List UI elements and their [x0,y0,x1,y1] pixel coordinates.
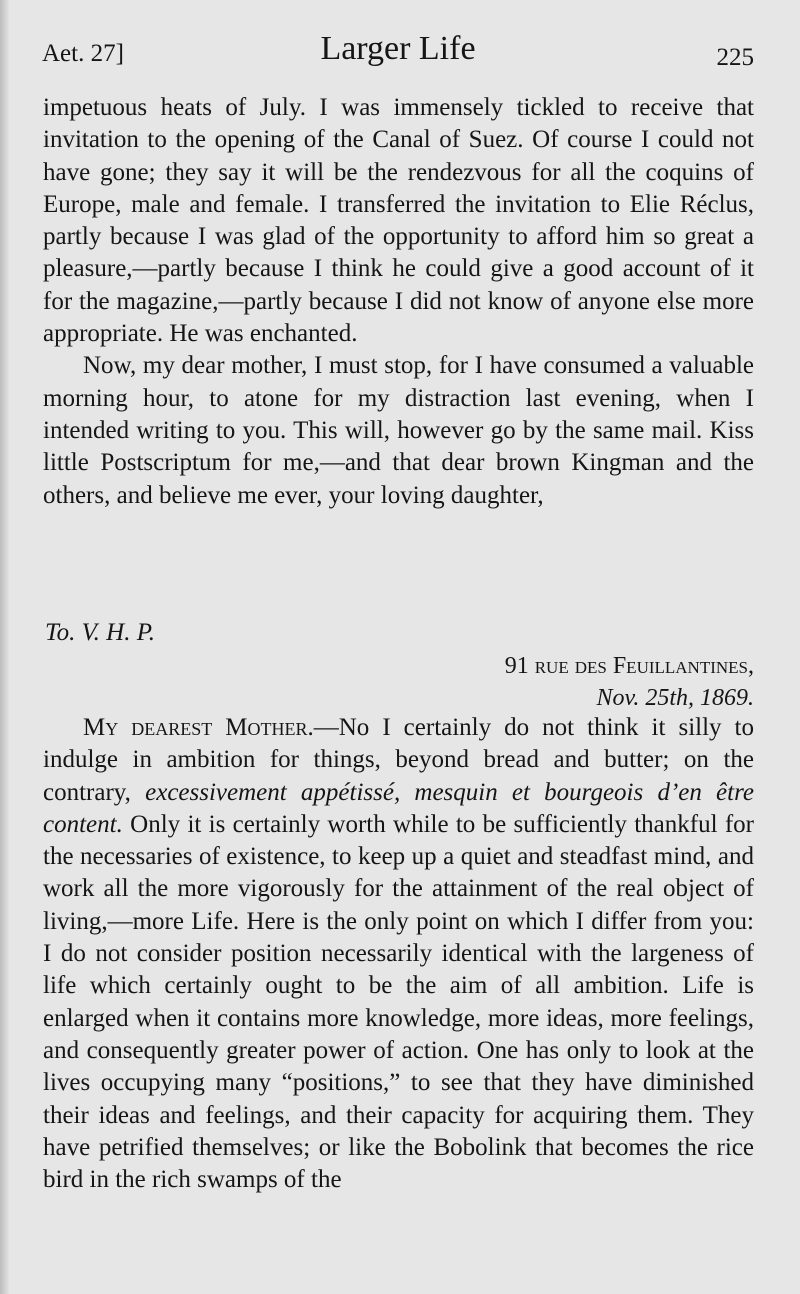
running-header [42,30,754,76]
body-text-rest: Only it is certainly worth while to be sufficiently thankful for the necessaries of existence, to keep up a quiet and steadfast mind, and work all the more vigorously for the attainment of the real object of living,—more Life. Here is the only point on which I differ from you: I do not consider position necessarily identical with the largeness of life which certainly ought to be the aim of all ambition. Life is enlarged when it contains more knowledge, more ideas, more feelings, and consequently greater power of action. One has only to look at the lives occupying many “positions,” to see that they have diminished their ideas and feelings, and their capacity for acquiring them. They have petrified themselves; or like the Bobolink that becomes the rice bird in the rich swamps of the [43,810,754,1194]
page-number: 225 [716,44,754,71]
letter-address: 91 rue des Feuillantines, [504,653,754,679]
letter-date [505,682,754,714]
header-age-note: Aet. 27] [42,40,124,67]
scan-edge-shadow [0,0,9,1294]
letter-address-block [505,650,754,714]
paragraph: Now, my dear mother, I must stop, for I have consumed a valuable morning hour, to atone for my distraction last evening, when I intended writing to you. This will, however go by the same mail. Kiss little Postscriptum for me,—and that dear brown Kingman and the others, and believe me ever, your loving daughter, [43,352,754,509]
letter-body [43,712,754,1196]
body-text-intro: —No I certainly do not think it silly to indulge in ambition for things, beyond bread and butter; on the contrary, [43,714,754,806]
header-title: Larger Life [320,30,476,67]
french-phrase: excessivement appétissé, mesquin et bourgeois d’en être content. [43,778,754,838]
letter-date-text: Nov. 25th, 1869. [596,685,754,711]
paragraph: impetuous heats of July. I was immensely tickled to receive that invitation to the opening of the Canal of Suez. Of course I could not have gone; they say it will be the rendezvous for all the coquins of Europe, male and female. I transferred the invitation to Elie Réclus, partly because I was glad of the opportunity to afford him so great a pleasure,—partly because I think he could give a good account of it for the magazine,—partly because I did not know of anyone else more appropriate. He was enchanted. [43,94,754,348]
paragraph [43,712,754,1196]
letter-continuation [43,92,754,512]
letter-recipient: To. V. H. P. [45,619,156,646]
salutation: My dearest Mother. [83,714,314,741]
